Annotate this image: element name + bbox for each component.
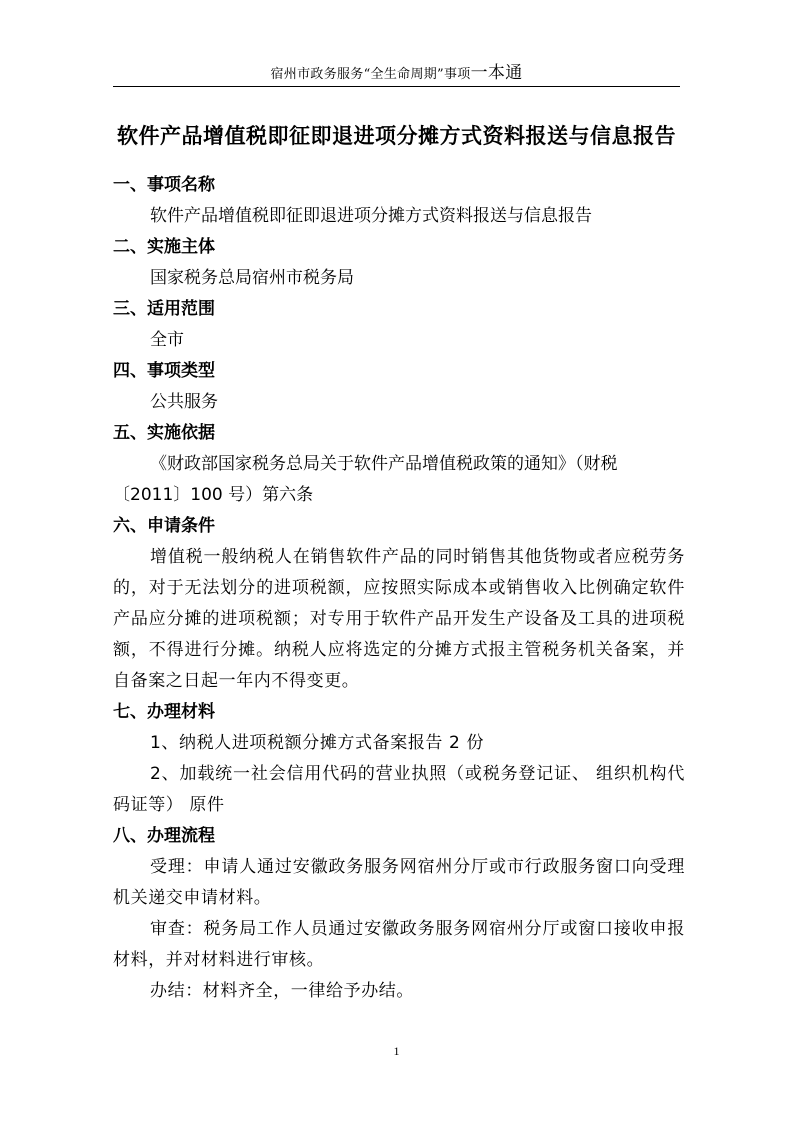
- section-heading-item-name: 一、事项名称: [113, 175, 215, 195]
- section-content-item-name: 软件产品增值税即征即退进项分摊方式资料报送与信息报告: [150, 206, 592, 226]
- section-content-scope: 全市: [150, 330, 184, 350]
- section-content-conditions: 增值税一般纳税人在销售软件产品的同时销售其他货物或者应税劳务的，对于无法划分的进项税额，应按照实际成本或销售收入比例确定软件产品应分摊的进项税额；对专用于软件产品开发生产设备及工具的进项税额，不得进行分摊。纳税人应将选定的分摊方式报主管税务机关备案，并自备案之日起一年内不得变更。: [113, 547, 685, 691]
- section-content-type: 公共服务: [150, 392, 218, 412]
- header-text: 宿州市政务服务“全生命周期”事项: [270, 67, 471, 82]
- section-heading-scope: 三、适用范围: [113, 299, 215, 319]
- page-header: [0, 58, 793, 83]
- materials-item-1: 1、纳税人进项税额分摊方式备案报告 2 份: [150, 733, 485, 753]
- document-title: 软件产品增值税即征即退进项分摊方式资料报送与信息报告: [117, 124, 676, 148]
- header-rule: [113, 86, 680, 87]
- section-content-basis-line1: 《财政部国家税务总局关于软件产品增值税政策的通知》（财税: [150, 454, 618, 474]
- document-body: [113, 170, 685, 1007]
- section-heading-type: 四、事项类型: [113, 361, 215, 381]
- section-heading-materials: 七、办理材料: [113, 702, 215, 722]
- header-big-text: 一本通: [470, 63, 523, 83]
- process-review: 审查：税务局工作人员通过安徽政务服务网宿州分厅或窗口接收申报材料，并对材料进行审核。: [113, 919, 685, 970]
- page-number: 1: [393, 1044, 400, 1058]
- section-heading-process: 八、办理流程: [113, 826, 215, 846]
- section-heading-conditions: 六、申请条件: [113, 516, 215, 536]
- materials-item-2: 2、加载统一社会信用代码的营业执照（或税务登记证、 组织机构代码证等） 原件: [113, 764, 685, 815]
- section-heading-basis: 五、实施依据: [113, 423, 215, 443]
- section-content-implementer: 国家税务总局宿州市税务局: [150, 268, 354, 288]
- section-content-basis-line2: 〔2011〕100 号）第六条: [113, 485, 314, 505]
- process-complete: 办结：材料齐全，一律给予办结。: [150, 981, 414, 1001]
- section-heading-implementer: 二、实施主体: [113, 237, 215, 257]
- process-accept: 受理：申请人通过安徽政务服务网宿州分厅或市行政服务窗口向受理机关递交申请材料。: [113, 857, 685, 908]
